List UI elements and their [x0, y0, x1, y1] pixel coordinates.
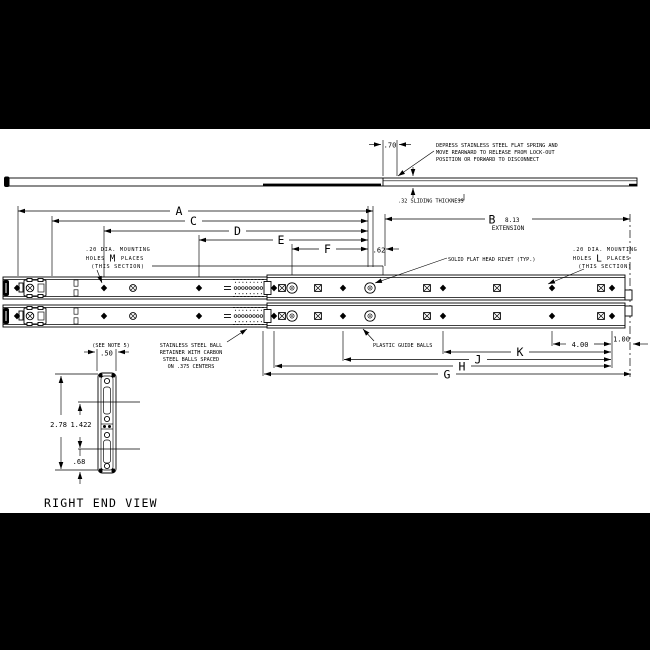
- dim-b-value: 8.13: [505, 217, 520, 224]
- dim-j-label: J: [474, 352, 482, 367]
- guide-balls-note: PLASTIC GUIDE BALLS: [373, 343, 433, 349]
- retainer-note-line1: STAINLESS STEEL BALL: [159, 343, 223, 349]
- retainer-dot: [250, 321, 251, 322]
- rail-slot: [74, 290, 78, 296]
- slide-rails: [3, 266, 632, 328]
- retainer-dot: [261, 293, 262, 294]
- retainer-ball: [253, 315, 256, 318]
- retainer-dot: [261, 282, 262, 283]
- retainer-dot: [239, 293, 240, 294]
- retainer-dot: [250, 310, 251, 311]
- left-note-places: PLACES: [121, 256, 144, 262]
- retainer-dot: [257, 282, 258, 283]
- cross-section: [98, 373, 116, 473]
- spring-note-line3: POSITION OR FORWARD TO DISCONNECT: [436, 157, 540, 163]
- dim-68-label: .68: [72, 458, 86, 466]
- retainer-dot: [235, 310, 236, 311]
- retainer-dot: [250, 293, 251, 294]
- retainer-dot: [253, 310, 254, 311]
- retainer-dot: [235, 293, 236, 294]
- retainer-dot: [246, 293, 247, 294]
- sliding-thickness-label: .32 SLIDING THICKNESS: [398, 198, 464, 205]
- dim-70-label: .70: [383, 141, 397, 150]
- right-note-places: PLACES: [607, 256, 630, 262]
- rail-slot: [74, 318, 78, 324]
- retainer-dot: [242, 282, 243, 283]
- retainer-dot: [261, 310, 262, 311]
- slide-end-cap: [4, 177, 10, 188]
- retainer-ball: [249, 315, 252, 318]
- retainer-ball: [256, 287, 259, 290]
- upper-rail-tab: [625, 290, 632, 300]
- retainer-ball: [238, 315, 241, 318]
- rivet-note: SOLID FLAT HEAD RIVET (TYP.): [448, 257, 536, 263]
- dim-50-label: .50: [100, 349, 113, 358]
- top-black-band: [0, 0, 650, 129]
- retainer-dot: [242, 310, 243, 311]
- retainer-ball: [242, 315, 245, 318]
- retainer-ball: [253, 287, 256, 290]
- rail-slot: [74, 308, 78, 314]
- retainer-dot: [246, 310, 247, 311]
- retainer-ball: [245, 287, 248, 290]
- left-note-line3: (THIS SECTION): [91, 264, 145, 270]
- retainer-dot: [242, 321, 243, 322]
- retainer-dot: [257, 321, 258, 322]
- retainer-dot: [257, 310, 258, 311]
- right-note-letter-l: L: [596, 253, 602, 265]
- retainer-dot: [246, 321, 247, 322]
- top-side-view: [4, 140, 637, 205]
- retainer-dot: [253, 293, 254, 294]
- flat-head-rivet: [291, 287, 293, 289]
- see-note-label: (SEE NOTE 5): [92, 343, 130, 349]
- spring-note-line1: DEPRESS STAINLESS STEEL FLAT SPRING AND: [436, 143, 558, 149]
- dim-d-label: D: [234, 224, 241, 238]
- dim-e-label: E: [277, 233, 285, 247]
- retainer-dot: [242, 293, 243, 294]
- dim-b-extension-label: EXTENSION: [491, 225, 525, 232]
- dim-62-label: .62: [372, 246, 386, 255]
- retainer-ball: [256, 315, 259, 318]
- retainer-dot: [253, 321, 254, 322]
- retainer-ball: [234, 315, 237, 318]
- dim-g-label: G: [443, 367, 451, 382]
- retainer-ball: [245, 315, 248, 318]
- dim-b-label: B: [488, 212, 496, 227]
- dim-100-label: 1.00: [613, 335, 630, 344]
- retainer-dot: [250, 282, 251, 283]
- right-note-line3: (THIS SECTION): [578, 264, 632, 270]
- spring-note-line2: MOVE REARWARD TO RELEASE FROM LOCK-OUT: [436, 150, 555, 156]
- retainer-dot: [239, 282, 240, 283]
- flat-head-rivet: [369, 315, 371, 317]
- bottom-black-band: [0, 513, 650, 650]
- dim-k-label: K: [516, 345, 524, 359]
- dim-278-label: 2.78: [50, 421, 67, 429]
- retainer-ball: [260, 287, 263, 290]
- dim-h-label: H: [458, 359, 466, 374]
- flat-head-rivet: [291, 315, 293, 317]
- right-end-view: [44, 343, 158, 510]
- left-note-letter-m: M: [109, 253, 116, 265]
- right-note-holes: HOLES: [572, 256, 592, 262]
- retainer-ball: [260, 315, 263, 318]
- retainer-ball: [234, 287, 237, 290]
- dim-a-label: A: [175, 204, 183, 218]
- left-note-holes: HOLES: [85, 256, 105, 262]
- retainer-ball: [242, 287, 245, 290]
- dim-400-label: 4.00: [571, 341, 589, 349]
- dim-f-label: F: [324, 242, 331, 256]
- right-note-line1: .20 DIA. MOUNTING: [572, 247, 638, 253]
- dim-c-label: C: [190, 214, 197, 228]
- retainer-dot: [261, 321, 262, 322]
- retainer-ball: [238, 287, 241, 290]
- retainer-ball: [249, 287, 252, 290]
- retainer-dot: [246, 282, 247, 283]
- retainer-dot: [239, 321, 240, 322]
- retainer-dot: [253, 282, 254, 283]
- retainer-note-line4: ON .375 CENTERS: [167, 364, 215, 370]
- retainer-dot: [239, 310, 240, 311]
- retainer-dot: [235, 282, 236, 283]
- dim-1422-label: 1.422: [70, 421, 92, 429]
- rail-slot: [74, 280, 78, 286]
- flat-head-rivet: [369, 287, 371, 289]
- retainer-note-line2: RETAINER WITH CARBON: [159, 350, 223, 356]
- bottom-dimensions: [263, 331, 648, 382]
- right-end-view-title: RIGHT END VIEW: [44, 496, 158, 510]
- retainer-note-line3: STEEL BALLS SPACED: [162, 357, 220, 363]
- lower-rail-tab: [625, 306, 632, 316]
- retainer-dot: [235, 321, 236, 322]
- left-note-line1: .20 DIA. MOUNTING: [85, 247, 151, 253]
- retainer-dot: [257, 293, 258, 294]
